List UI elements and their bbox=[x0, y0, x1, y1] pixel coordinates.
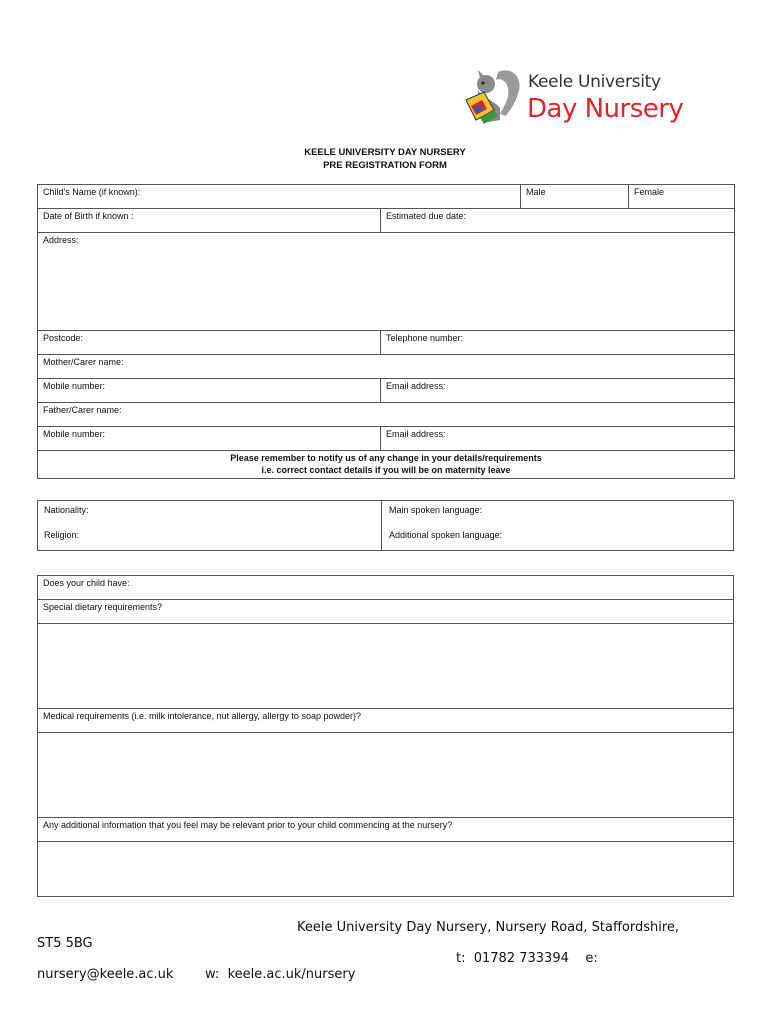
child-details-table bbox=[37, 184, 735, 479]
squirrel-logo-icon bbox=[460, 64, 526, 130]
telephone-field[interactable]: Telephone number: bbox=[381, 331, 735, 355]
notice-line-2: i.e. correct contact details if you will be on maternity leave bbox=[261, 465, 511, 475]
notice-box bbox=[38, 451, 735, 479]
address-field[interactable]: Address: bbox=[38, 233, 735, 331]
additional-language-field[interactable]: Additional spoken language: bbox=[389, 530, 503, 540]
male-option[interactable]: Male bbox=[521, 185, 629, 209]
dietary-answer-box[interactable] bbox=[38, 624, 734, 709]
column-divider bbox=[381, 501, 382, 550]
background-box bbox=[37, 500, 734, 551]
dob-field[interactable]: Date of Birth if known : bbox=[38, 209, 381, 233]
logo-nursery-text: Day Nursery bbox=[527, 94, 684, 124]
female-option[interactable]: Female bbox=[629, 185, 735, 209]
father-name-field[interactable]: Father/Carer name: bbox=[38, 403, 735, 427]
mother-email-field[interactable]: Email address: bbox=[381, 379, 735, 403]
medical-label: Medical requirements (i.e. milk intolerance, nut allergy, allergy to soap powder)? bbox=[38, 709, 734, 733]
form-subheading: PRE REGISTRATION FORM bbox=[323, 160, 447, 171]
nationality-field[interactable]: Nationality: bbox=[44, 505, 89, 515]
additional-info-label: Any additional information that you feel may be relevant prior to your child commencing at the nursery? bbox=[38, 818, 734, 842]
father-email-field[interactable]: Email address: bbox=[381, 427, 735, 451]
does-child-have-label: Does your child have: bbox=[38, 576, 734, 600]
footer-website-link[interactable]: w: keele.ac.uk/nursery bbox=[205, 967, 356, 982]
footer-postcode: ST5 5BG bbox=[37, 936, 93, 951]
father-mobile-field[interactable]: Mobile number: bbox=[38, 427, 381, 451]
footer-phone: t: 01782 733394 e: bbox=[456, 951, 598, 966]
footer-email-link[interactable]: nursery@keele.ac.uk bbox=[37, 967, 174, 982]
logo-university-text: Keele University bbox=[528, 72, 661, 92]
dietary-label: Special dietary requirements? bbox=[38, 600, 734, 624]
requirements-table bbox=[37, 575, 734, 897]
notice-line-1: Please remember to notify us of any change in your details/requirements bbox=[230, 453, 542, 463]
religion-field[interactable]: Religion: bbox=[44, 530, 80, 540]
footer-address: Keele University Day Nursery, Nursery Road, Staffordshire, bbox=[297, 920, 680, 935]
mother-mobile-field[interactable]: Mobile number: bbox=[38, 379, 381, 403]
mother-name-field[interactable]: Mother/Carer name: bbox=[38, 355, 735, 379]
postcode-field[interactable]: Postcode: bbox=[38, 331, 381, 355]
form-heading: KEELE UNIVERSITY DAY NURSERY bbox=[304, 147, 466, 158]
additional-info-answer-box[interactable] bbox=[38, 842, 734, 897]
child-name-field[interactable]: Child's Name (if known): bbox=[38, 185, 521, 209]
due-date-field[interactable]: Estimated due date: bbox=[381, 209, 735, 233]
medical-answer-box[interactable] bbox=[38, 733, 734, 818]
main-language-field[interactable]: Main spoken language: bbox=[389, 505, 483, 515]
nursery-logo bbox=[460, 64, 700, 130]
